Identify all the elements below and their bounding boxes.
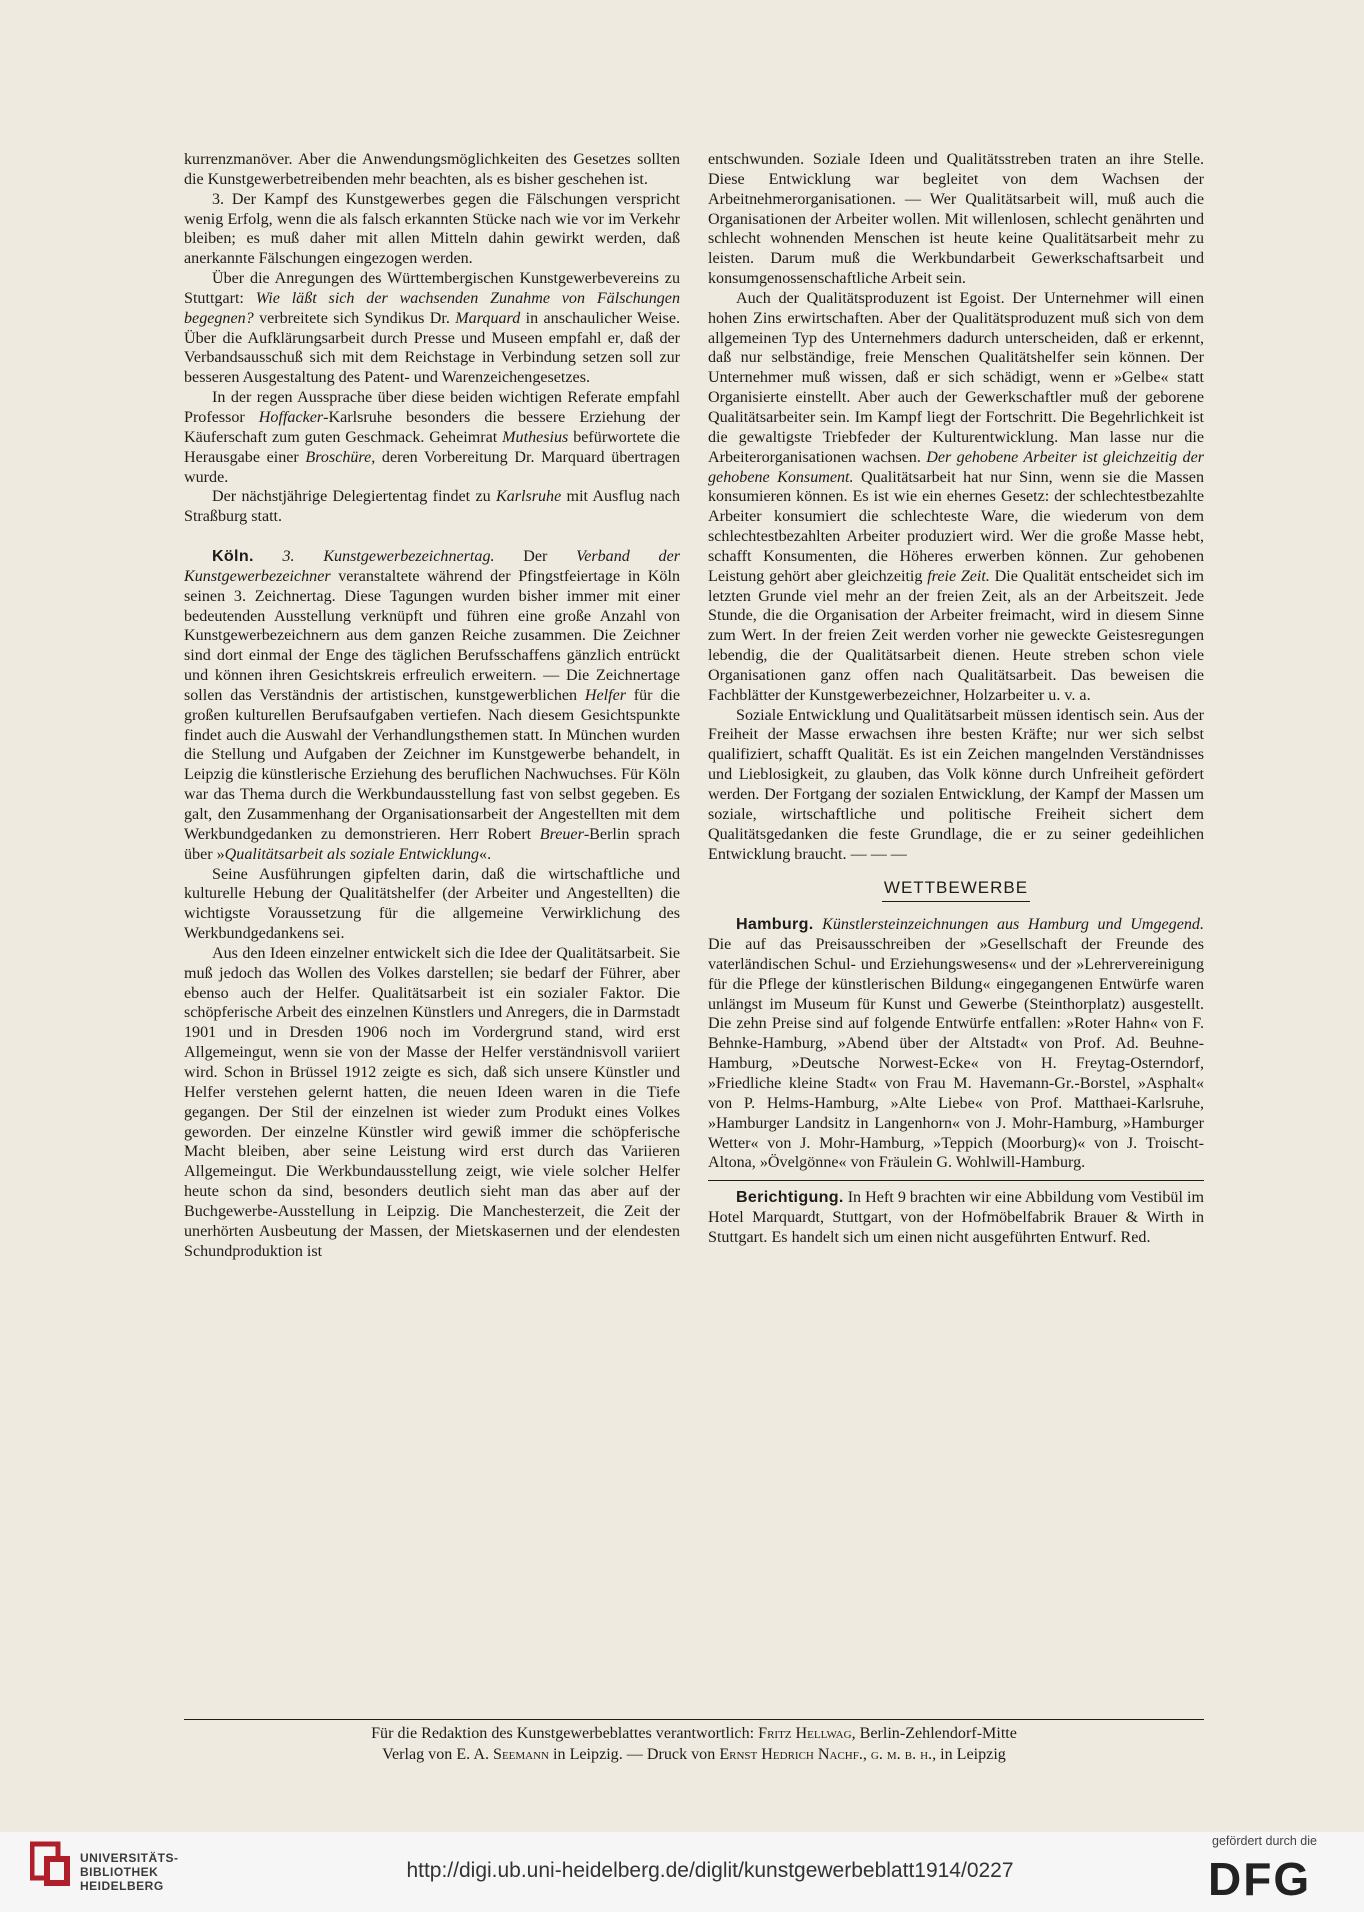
divider [708, 1180, 1204, 1181]
publisher-name: E. A. Seemann [456, 1746, 550, 1763]
place-name: Karlsruhe [495, 488, 562, 506]
section-heading-wrap [708, 878, 1204, 902]
emphasis: Der gehobene Arbeiter ist gleichzeitig der gehobene Konsument. [708, 448, 1204, 486]
library-logo-icon [30, 1838, 74, 1888]
library-name [80, 1851, 179, 1893]
article-lead: Köln. [212, 547, 254, 566]
paragraph: 3. Der Kampf des Kunstgewerbes gegen die Fälschungen verspricht wenig Erfolg, wenn die als falsch erkannten Stücke nach wie vor im Verkehr bleiben; es muß daher mit allen Mitteln dahin gewirkt werden, daß anerkannte Fälschungen eingezogen werden. [184, 190, 680, 268]
text: für die großen kulturellen Berufsaufgaben vertiefen. Nach diesem Gesichtspunkte findet auch die Auswahl der Verhandlungsthemen statt. In München wurden die Stellung und Aufgaben der Zeichner im Kunstgewerbe behandelt, in Leipzig die künstlerische Erziehung des beruflichen Nachwuchses. Für Köln war das Thema durch die Werkbundausstellung fast von selbst gegeben. Es galt, den Zusammenhang der Organisationsarbeit der Angestellten mit dem Werkbundgedanken zu demonstrieren. Herr Robert [184, 686, 680, 843]
imprint-editor [184, 1725, 1204, 1743]
printer-name: Ernst Hedrich Nachf., g. m. b. h. [719, 1746, 933, 1763]
dfg-logo: DFG [1208, 1853, 1312, 1905]
text: in anschaulicher Weise. Über die Aufklärungsarbeit durch Presse und Museen empfahl er, daß der Verbandsausschuß sich mit dem Reichstage in Verbindung setzen soll zur besseren Ausgestaltung des Patent- und Warenzeichengesetzes. [184, 309, 680, 387]
library-line: BIBLIOTHEK [80, 1865, 159, 1879]
text: Über die Anregungen des Württembergischen Kunstgewerbevereins zu Stuttgart: [184, 270, 680, 307]
paragraph [184, 388, 680, 487]
text: -Berlin sprach über » [184, 825, 680, 863]
source-url-link[interactable]: http://digi.ub.uni-heidelberg.de/diglit/kunstgewerbeblatt1914/0227 [406, 1859, 1014, 1882]
text: Der nächstjährige Delegiertentag findet zu [212, 488, 496, 506]
text: mit Ausflug nach Straßburg statt. [184, 488, 680, 526]
emphasis: Helfer [584, 686, 626, 704]
person-name: Hoffacker [258, 408, 324, 426]
text: «. [479, 845, 492, 863]
text: in Leipzig. — Druck von [549, 1746, 720, 1763]
koeln-article [184, 547, 680, 865]
library-line: UNIVERSITÄTS- [80, 1851, 179, 1865]
editor-name: Fritz Hellwag [758, 1725, 852, 1742]
paragraph [184, 269, 680, 388]
text: , Berlin-Zehlendorf-Mitte [851, 1725, 1017, 1742]
text: Für die Redaktion des Kunstgewerbeblattes verantwortlich: [371, 1725, 759, 1742]
text: Die auf das Preisausschreiben der »Gesellschaft der Freunde des vaterländischen Schul- und Erziehungswesens« und der »Lehrervereinigung für die Pflege der künstlerischen Bildung« eingegangenen Entwürfe waren unlängst im Museum für Kunst und Gewerbe (Steinthorplatz) ausgestellt. Die zehn Preise sind auf folgende Entwürfe entfallen: »Roter Hahn« von F. Behnke-Hamburg, »Abend über der Altstadt« von Prof. Ad. Beuhne-Hamburg, »Deutsche Norwest-Ecke« von H. Freytag-Osterndorf, »Friedliche kleine Stadt« von Frau M. Havemann-Gr.-Borstel, »Asphalt« von P. Helms-Hamburg, »Alte Liebe« von Prof. Matthaei-Karlsruhe, »Hamburger Landsitz in Langenhorn« von J. Mohr-Hamburg, »Hamburger Wetter« von J. Mohr-Hamburg, »Teppich (Moorburg)« von J. Troischt-Altona, »Övelgönne« von Fräulein G. Wohlwill-Hamburg. [708, 936, 1204, 1172]
paragraph: kurrenzmanöver. Aber die Anwendungsmöglichkeiten des Gesetzes sollten die Kunstgewerbetreibenden mehr beachten, als es bisher geschehen ist. [184, 151, 680, 188]
paragraph: Aus den Ideen einzelner entwickelt sich die Idee der Qualitätsarbeit. Sie muß jedoch das Wollen des Volkes darstellen; sie bedarf der Führer, aber ebenso auch der Helfer. Qualitätsarbeit ist ein sozialer Faktor. Die schöpferische Arbeit des einzelnen Künstlers und Anregers, die in Darmstadt 1901 und in Dresden 1906 noch im Vordergrund stand, wird erst Allgemeingut, wenn sie von der Masse der Helfer verständnisvoll variiert wird. Schon in Brüssel 1912 zeigte es sich, daß sich unsere Künstler und Helfer verstehen gelernt hatten, die neuen Ideen waren in die Tiefe gegangen. Der Stil der einzelnen ist wieder zum Produkt eines Volkes geworden. Der einzelne Künstler wird gewiß immer die schöpferische Macht bleiben, aber seine Leistung wird erst durch das Variieren Allgemeingut. Die Werkbundausstellung zeigt, wie viele solcher Helfer heute schon da sind, besonders deutlich sieht man das aber auf der Buchgewerbe-Ausstellung in Leipzig. Die Manchesterzeit, die Zeit der unerhörten Ausbeutung der Massen, der Mietskasernen und der elendesten Schundproduktion ist [184, 944, 680, 1260]
paragraph: entschwunden. Soziale Ideen und Qualitätsstreben traten an ihre Stelle. Diese Entwicklung war begleitet von dem Wachsen der Arbeitnehmerorganisationen. — Wer Qualitätsarbeit will, muß auch die Organisationen der Arbeiter wollen. Mit willenlosen, schlecht genährten und schlecht wohnenden Menschen ist heute keine Qualitätsarbeit mehr zu leisten. Darum muß die Werkbundarbeit Gewerkschaftsarbeit und konsumgenossenschaftliche Arbeit sein. [708, 151, 1204, 288]
text: befürwortete die Herausgabe einer [184, 428, 681, 466]
emphasis: freie Zeit. [927, 567, 990, 585]
left-column [184, 150, 680, 1261]
paragraph [708, 289, 1204, 706]
text: Qualitätsarbeit hat nur Sinn, wenn sie die Massen konsumieren können. Es ist wie ein ehernes Gesetz: der schlechtestbezahlte Arbeiter konsumiert die schlechteste Ware, die wiederum von dem schlechtestbezahlten Arbeiter produziert wird. Wer die große Masse hebt, schafft Konsumenten, die Höheres erwerben können. Zur gehobenen Leistung gehört aber gleichzeitig [708, 468, 1204, 585]
article-title: 3. Kunstgewerbezeichnertag. [282, 548, 495, 566]
correction-notice [708, 1188, 1204, 1248]
imprint-publisher [184, 1746, 1204, 1764]
text: verbreitete sich Syndikus Dr. [253, 309, 456, 327]
lecture-title: Wie läßt sich der wachsenden Zunahme von Fälschungen begegnen? [184, 289, 680, 327]
right-column [708, 150, 1204, 1248]
article-lead: Berichtigung. [736, 1188, 844, 1207]
emphasis: Broschüre [305, 448, 372, 466]
text: , deren Vorbereitung Dr. Marquard übertragen wurde. [184, 448, 680, 486]
paragraph [184, 487, 680, 527]
text: , in Leipzig [932, 1746, 1006, 1763]
text: Die Qualität entscheidet sich im letzten Grunde viel mehr an der freien Zeit, als an der Arbeitszeit. Jede Stunde, die die Organisation der Arbeiter freimacht, wird in diesem Sinne zum Wert. In der freien Zeit werden vorher nie geweckte Geistesregungen lebendig, die der Qualitätsarbeit dienen. Heute streben schon viele Organisationen ganz offen nach Qualitätsarbeit. Das beweisen die Fachblätter der Kunstgewerbezeichner, Holzarbeiter u. v. a. [708, 567, 1204, 704]
section-heading: WETTBEWERBE [882, 878, 1030, 902]
paragraph: Soziale Entwicklung und Qualitätsarbeit müssen identisch sein. Aus der Freiheit der Masse erwachsen ihre besten Kräfte; nur wer sich selbst qualifiziert, schafft Qualität. Es ist ein Zeichen mangelnden Verständnisses und Lieblosigkeit, zu glauben, das Volk könne durch Unfreiheit gefördert werden. Der Fortgang der sozialen Entwicklung, der Kampf der Massen um soziale, wirtschaftliche und politische Freiheit sichert dem Qualitätsgedanken die feste Grundlage, die er zu seiner gedeihlichen Entwicklung braucht. — — — [708, 706, 1204, 863]
article-lead: Hamburg. [736, 915, 814, 934]
lecture-title: Qualitätsarbeit als soziale Entwicklung [224, 845, 480, 863]
text: Verlag von [382, 1746, 457, 1763]
text: In der regen Aussprache über diese beiden wichtigen Referate empfahl Professor [184, 389, 680, 426]
person-name: Marquard [455, 309, 521, 327]
text: In Heft 9 brachten wir eine Abbildung vom Vestibül im Hotel Marquardt, Stuttgart, von der Hofmöbelfabrik Brauer & Wirth in Stuttgart. Es handelt sich um einen nicht ausgeführten Entwurf. Red. [708, 1189, 1204, 1246]
text: Auch der Qualitätsproduzent ist Egoist. Der Unternehmer will einen hohen Zins erwirtschaften. Aber der Qualitätsproduzent muß sich von dem allgemeinen Typ des Unternehmers dadurch unterscheiden, daß er erkennt, daß nur selbständige, freie Menschen Qualitätshelfer sein können. Der Unternehmer muß wissen, daß er sich schädigt, wenn er »Gelbe« statt Organisierte einstellt. Aber auch der Gewerkschaftler muß der geborene Qualitätsarbeiter sein. Im Kampf liegt der Fortschritt. Die Begehrlichkeit ist die gewaltigste Triebfeder der Kulturentwicklung. Man lasse nur die Arbeiterorganisationen wachsen. [708, 289, 1204, 466]
organisation-name: Verband der Kunstgewerbezeichner [184, 548, 681, 585]
funded-by-label: gefördert durch die [1212, 1834, 1317, 1848]
text: veranstaltete während der Pfingstfeiertage in Köln seinen 3. Zeichnertag. Diese Tagungen wurden bisher immer mit einer bedeutenden Ausstellung verknüpft und führen eine große Anzahl von Kunstgewerbezeichnern aus dem ganzen Reiche zusammen. Die Zeichner sind dort einmal der Enge des täglichen Berufsschaffens gänzlich entrückt und können ihren Gesichtskreis erfreulich erweitern. — Die Zeichnertage sollen das Verständnis der artistischen, kunstgewerblichen [184, 567, 680, 704]
article-title: Künstlersteinzeichnungen aus Hamburg und Umgegend. [822, 916, 1204, 934]
hamburg-article [708, 915, 1204, 1173]
footer-divider [184, 1719, 1204, 1720]
text: Der [494, 548, 577, 566]
text: -Karlsruhe besonders die bessere Erziehung der Käuferschaft zum guten Geschmack. Geheimrat [184, 408, 680, 446]
person-name: Muthesius [502, 428, 569, 446]
library-line: HEIDELBERG [80, 1879, 164, 1893]
paragraph: Seine Ausführungen gipfelten darin, daß die wirtschaftliche und kulturelle Hebung der Qualitätshelfer (der Arbeiter und Angestellten) die wichtigste Voraussetzung für die allgemeine Verwirklichung des Werkbundgedankens sei. [184, 865, 680, 943]
person-name: Breuer [539, 825, 584, 843]
